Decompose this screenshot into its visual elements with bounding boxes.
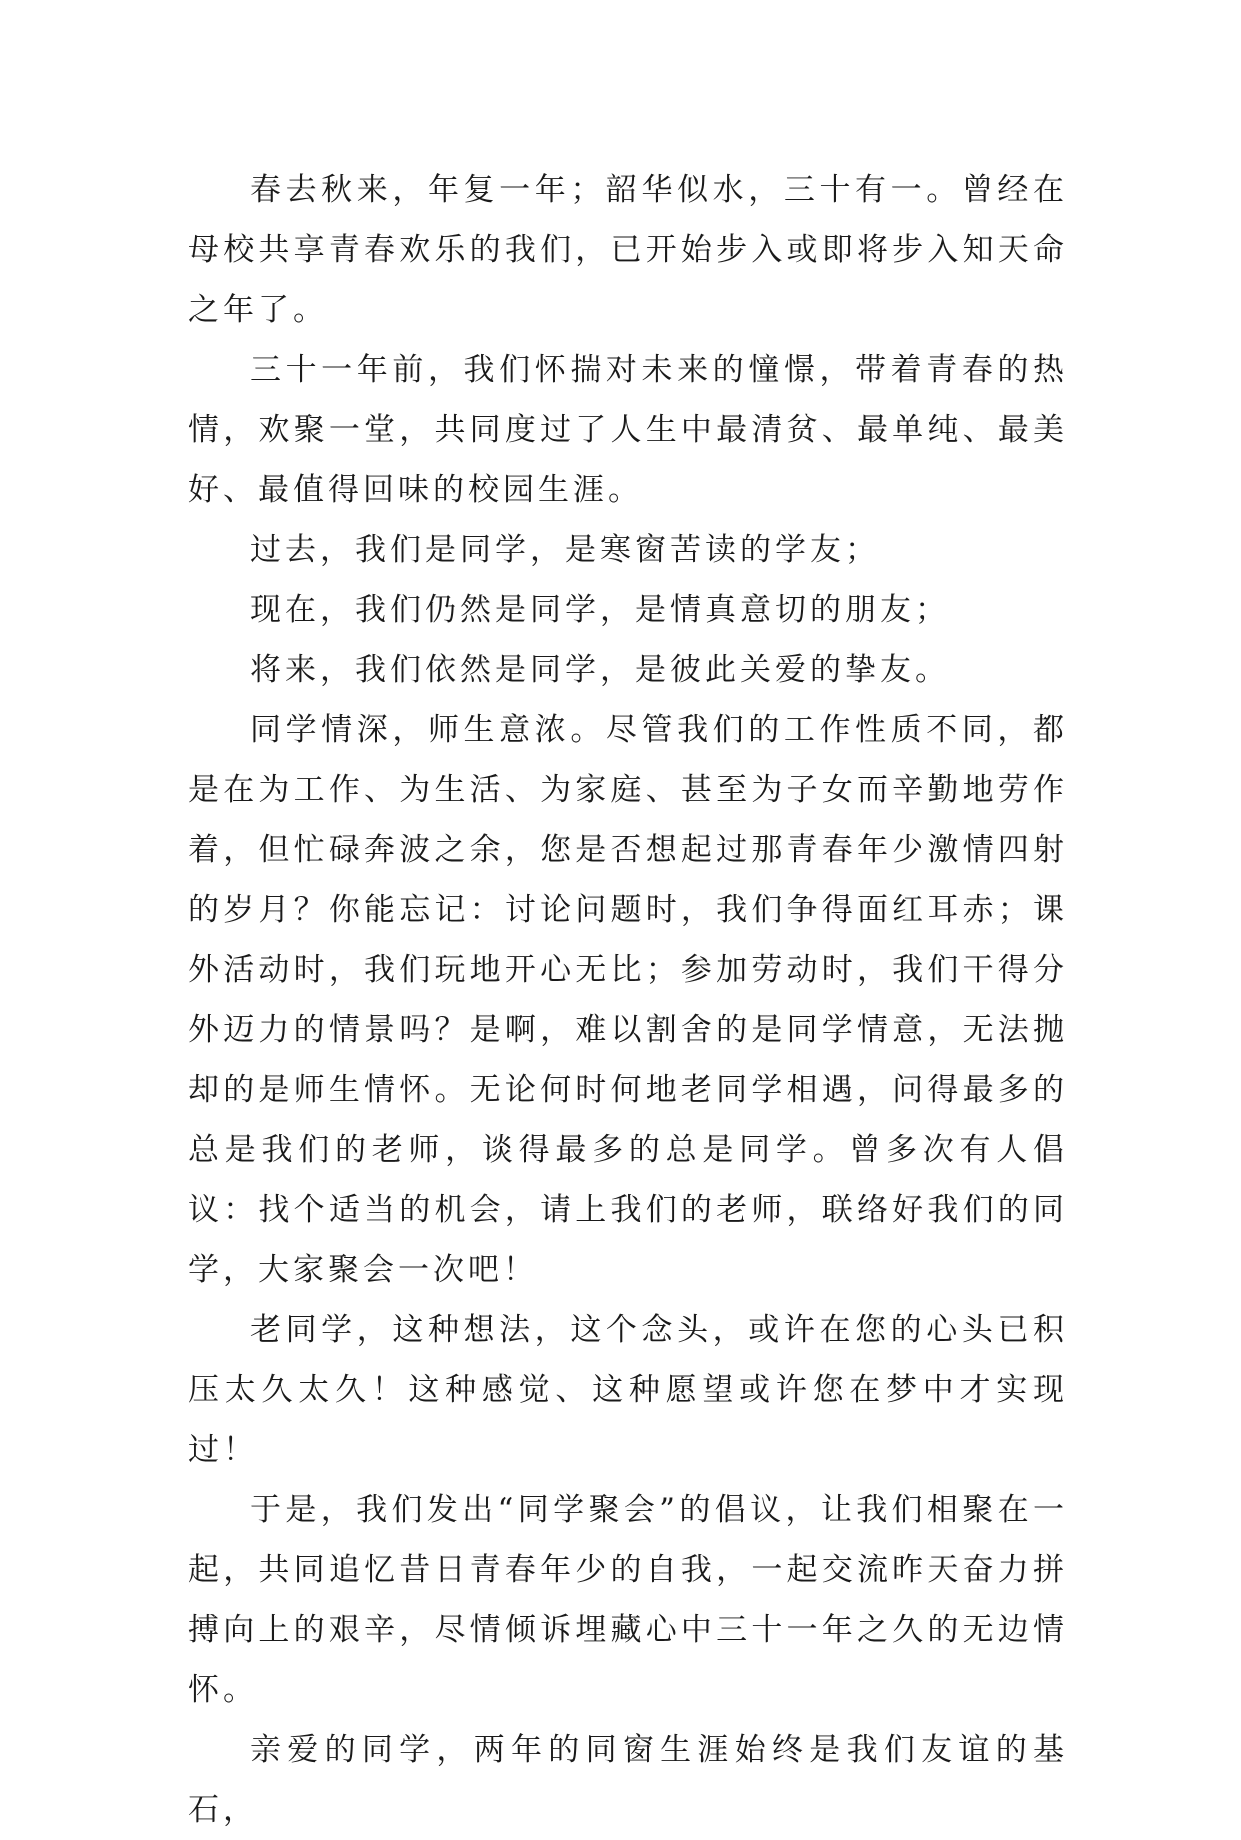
paragraph-3: 过去，我们是同学，是寒窗苦读的学友； xyxy=(250,532,880,568)
paragraph-2: 三十一年前，我们怀揣对未来的憧憬，带着青春的热情，欢聚一堂，共同度过了人生中最清贫、最单纯、最美好、最值得回味的校园生涯。 xyxy=(188,352,1068,508)
paragraph-7: 老同学，这种想法，这个念头，或许在您的心头已积压太久太久！这种感觉、这种愿望或许您在梦中才实现过！ xyxy=(188,1312,1068,1468)
paragraph-6: 同学情深，师生意浓。尽管我们的工作性质不同，都是在为工作、为生活、为家庭、甚至为子女而辛勤地劳作着，但忙碌奔波之余，您是否想起过那青春年少激情四射的岁月？你能忘记：讨论问题时，我们争得面红耳赤；课外活动时，我们玩地开心无比；参加劳动时，我们干得分外迈力的情景吗？是啊，难以割舍的是同学情意，无法抛却的是师生情怀。无论何时何地老同学相遇，问得最多的总是我们的老师，谈得最多的总是同学。曾多次有人倡议：找个适当的机会，请上我们的老师，联络好我们的同学，大家聚会一次吧！ xyxy=(188,712,1068,1288)
paragraph-4: 现在，我们仍然是同学，是情真意切的朋友； xyxy=(250,592,950,628)
paragraph-9: 亲爱的同学，两年的同窗生涯始终是我们友谊的基石， xyxy=(188,1732,1068,1828)
document-body xyxy=(188,160,1068,1840)
paragraph-1: 春去秋来，年复一年；韶华似水，三十有一。曾经在母校共享青春欢乐的我们，已开始步入或即将步入知天命之年了。 xyxy=(188,172,1068,328)
paragraph-5: 将来，我们依然是同学，是彼此关爱的挚友。 xyxy=(250,652,950,688)
paragraph-8: 于是，我们发出“同学聚会”的倡议，让我们相聚在一起，共同追忆昔日青春年少的自我，一起交流昨天奋力拼搏向上的艰辛，尽情倾诉埋藏心中三十一年之久的无边情怀。 xyxy=(188,1492,1068,1708)
